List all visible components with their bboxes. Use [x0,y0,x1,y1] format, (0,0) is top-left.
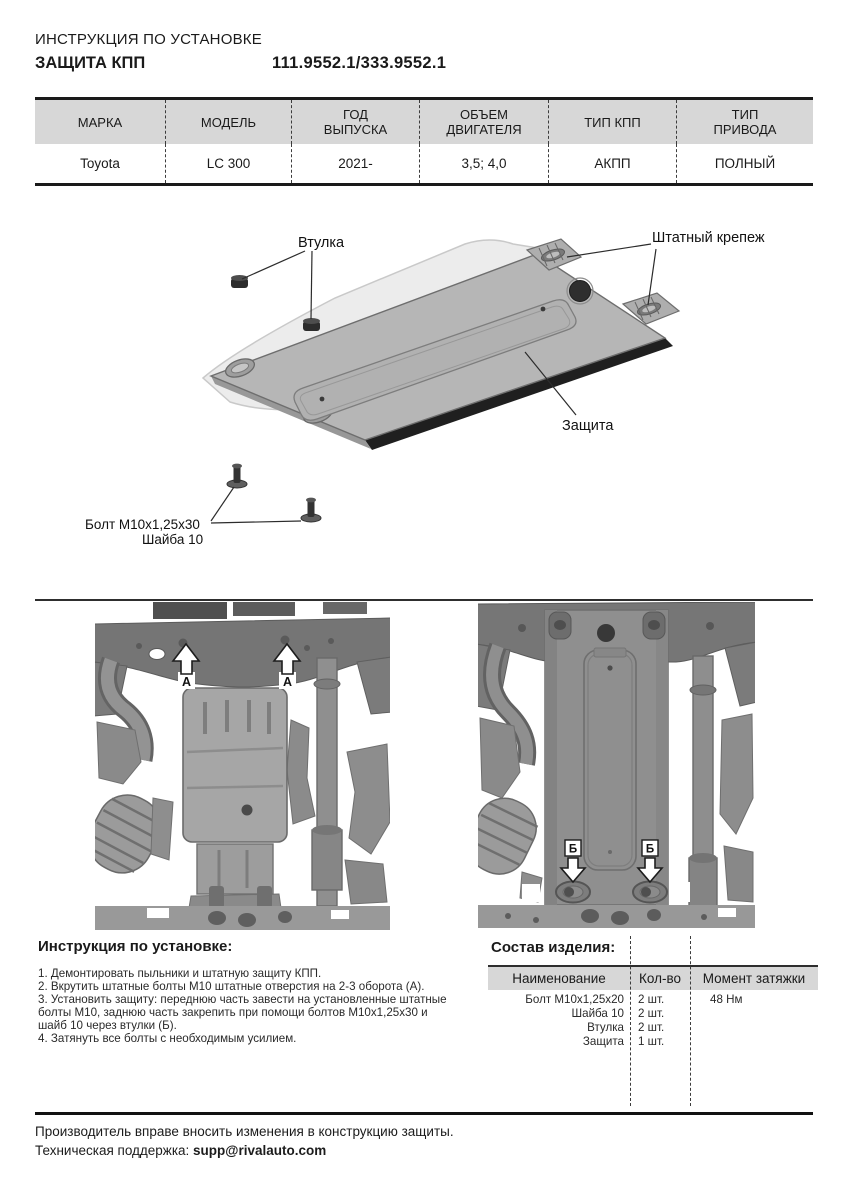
cell-brand: Toyota [35,144,166,183]
label-guard: Защита [562,418,614,434]
col-year: ГОД ВЫПУСКА [292,100,420,144]
parts-col-divider [690,936,691,1106]
parts-row: Болт М10х1,25х20 2 шт. 48 Нм [525,993,743,1006]
product-title-row [35,54,813,76]
vehicle-table-row [35,144,813,183]
svg-text:Б: Б [568,843,578,856]
col-engine: ОБЪЕМ ДВИГАТЕЛЯ [420,100,549,144]
part-numbers: 111.9552.1/333.9552.1 [272,54,447,72]
section-divider [35,599,813,601]
footer-block [35,1122,454,1160]
cell-gearbox: АКПП [549,144,677,183]
col-gearbox: ТИП КПП [549,100,677,144]
svg-text:Б: Б [645,843,655,856]
doc-type-title: ИНСТРУКЦИЯ ПО УСТАНОВКЕ [35,31,262,48]
col-drive: ТИП ПРИВОДА [713,107,777,137]
parts-col-divider [630,936,631,1106]
parts-row: Защита 1 шт. [582,1035,665,1048]
product-name: ЗАЩИТА КПП [35,54,146,72]
parts-header-row [488,967,818,990]
manufacturer-note: Производитель вправе вносить изменения в конструкцию защиты. [35,1124,454,1139]
parts-col-qty: Кол-во [639,971,681,986]
instructions-block [38,938,456,1045]
label-factory-fastener: Штатный крепеж [652,230,765,246]
vehicle-table-header [35,100,813,144]
plug-hole [567,278,593,304]
cell-drive: ПОЛНЫЙ [714,156,776,171]
instructions-heading: Инструкция по установке: [38,938,233,955]
parts-table [488,936,818,1106]
instruction-step: 1. Демонтировать пыльники и штатную защиту КПП. [38,967,322,980]
parts-col-name: Наименование [512,971,606,986]
cell-model: LC 300 [166,144,292,183]
rear-slot-b1 [556,882,590,903]
support-email: supp@rivalauto.com [193,1143,327,1158]
parts-col-torque: Момент затяжки [702,971,806,986]
instruction-step: 4. Затянуть все болты с необходимым усилием. [38,1031,297,1045]
cell-year: 2021- [292,144,420,183]
cell-engine: 3,5; 4,0 [420,144,549,183]
label-washer: Шайба 10 [142,532,204,547]
rear-slot-b2 [633,882,667,903]
label-bushing: Втулка [298,235,345,251]
photo-installed-guard [478,602,755,928]
parts-heading: Состав изделия: [491,939,621,956]
bolt-items [227,464,321,522]
svg-text:А: А [282,675,293,689]
photo-mount-points-front [95,602,390,930]
col-model: МОДЕЛЬ [166,100,292,144]
parts-row: Втулка 2 шт. [587,1021,665,1034]
svg-text:А: А [181,675,192,689]
vehicle-table [35,97,813,186]
label-bolt: Болт М10х1,25х30 [85,517,200,532]
parts-row: Шайба 10 2 шт. [571,1007,665,1020]
support-line: Техническая поддержка: supp@rivalauto.com [35,1143,327,1158]
footer-rule [35,1112,813,1115]
instruction-step: 2. Вкрутить штатные болты М10 штатные отверстия на 2-3 оборота (А). [38,979,425,993]
col-brand: МАРКА [35,100,166,144]
install-diagram [35,200,815,560]
bushing-items [231,275,320,331]
instruction-step: 3. Установить защиту: переднюю часть завести на установленные штатные болты М10, заднюю часть закрепить при помощи болтов М10х1,25х30 и шайб 10 через втулки (Б). [38,992,447,1032]
